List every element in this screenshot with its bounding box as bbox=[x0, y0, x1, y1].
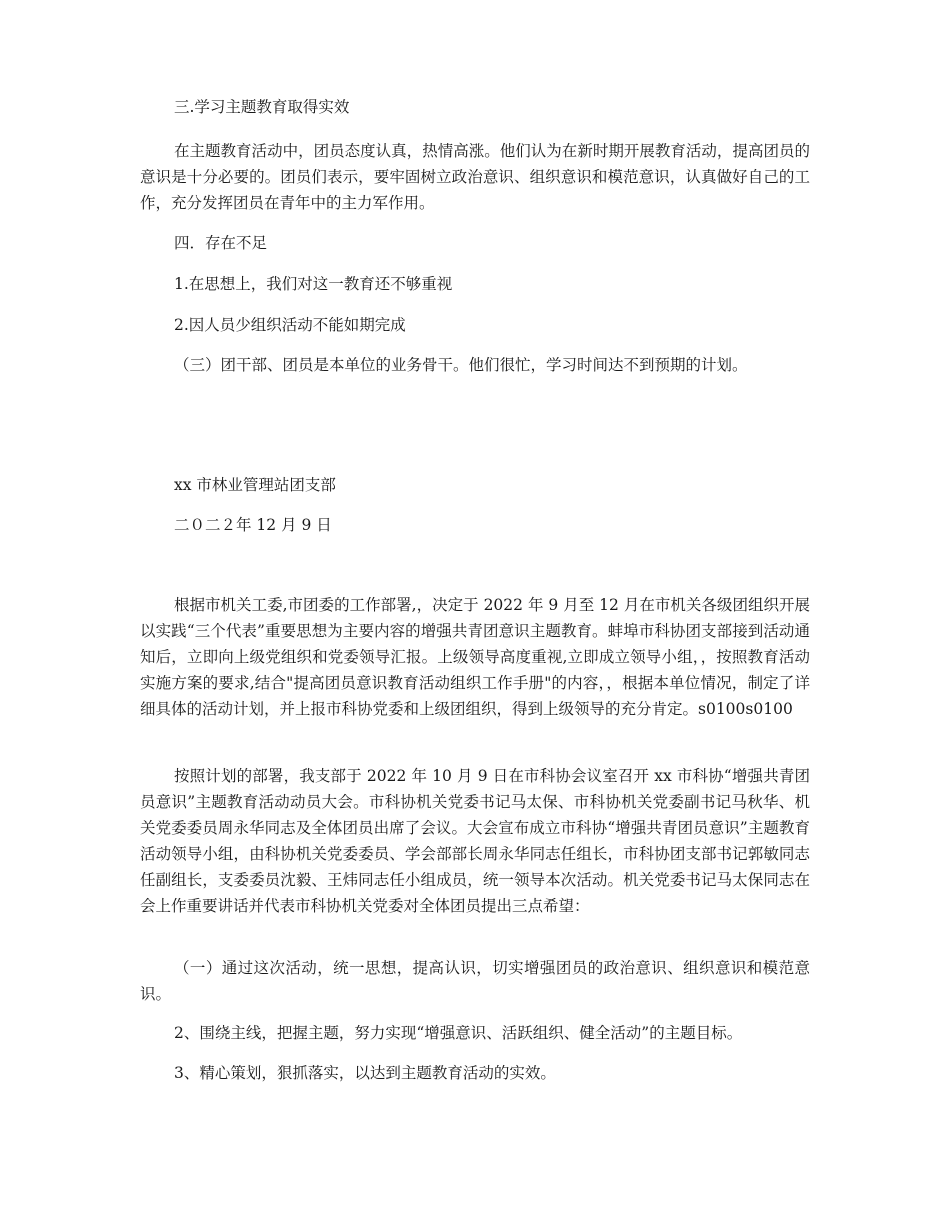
meeting-paragraph: 按照计划的部署，我支部于 2022 年 10 月 9 日在市科协会议室召开 xx 市科协“增强共青团员意识”主题教育活动动员大会。市科协机关党委书记马太保、市科协机关党委副书记马秋华、机关党委委员周永华同志及全体团员出席了会议。大会宣布成立市科协“增强共青团员意识”主题教育活动领导小组，由科协机关党委委员、学会部部长周永华同志任组长，市科协团支部书记郭敏同志任副组长，支委委员沈毅、王炜同志任小组成员，统一领导本次活动。机关党委书记马太保同志在会上作重要讲话并代表市科协机关党委对全体团员提出三点希望： bbox=[140, 767, 810, 915]
section3-heading: 三.学习主题教育取得实效 bbox=[174, 98, 350, 116]
section4-heading: 四．存在不足 bbox=[174, 234, 268, 252]
shortcoming-3: （三）团干部、团员是本单位的业务骨干。他们很忙，学习时间达不到预期的计划。 bbox=[174, 356, 748, 374]
hope-item-1: （一）通过这次活动，统一思想，提高认识，切实增强团员的政治意识、组织意识和模范意识。 bbox=[140, 959, 810, 1003]
hope-item-3: 3、精心策划，狠抓落实，以达到主题教育活动的实效。 bbox=[174, 1064, 556, 1082]
intro-paragraph: 根据市机关工委,市团委的工作部署,，决定于 2022 年 9 月至 12 月在市机关各级团组织开展以实践“三个代表”重要思想为主要内容的增强共青团意识主题教育。蚌埠市科协团支部接到活动通知后，立即向上级党组织和党委领导汇报。上级领导高度重视,立即成立领导小组，，按照教育活动实施方案的要求,结合"提高团员意识教育活动组织工作手册"的内容，，根据本单位情况，制定了详细具体的活动计划，并上报市科协党委和上级团组织，得到上级领导的充分肯定。s0100s0100 bbox=[140, 596, 810, 718]
shortcoming-1: 1.在思想上，我们对这一教育还不够重视 bbox=[174, 275, 453, 293]
hope-item-2: 2、围绕主线，把握主题，努力实现“增强意识、活跃组织、健全活动”的主题目标。 bbox=[174, 1024, 743, 1042]
signature-date: 二０二２年 12 月 9 日 bbox=[174, 516, 332, 534]
section3-body: 在主题教育活动中，团员态度认真，热情高涨。他们认为在新时期开展教育活动，提高团员的意识是十分必要的。团员们表示，要牢固树立政治意识、组织意识和模范意识，认真做好自己的工作，充分发挥团员在青年中的主力军作用。 bbox=[140, 142, 810, 212]
shortcoming-2: 2.因人员少组织活动不能如期完成 bbox=[174, 316, 406, 334]
signature-organization: xx 市林业管理站团支部 bbox=[174, 476, 336, 494]
